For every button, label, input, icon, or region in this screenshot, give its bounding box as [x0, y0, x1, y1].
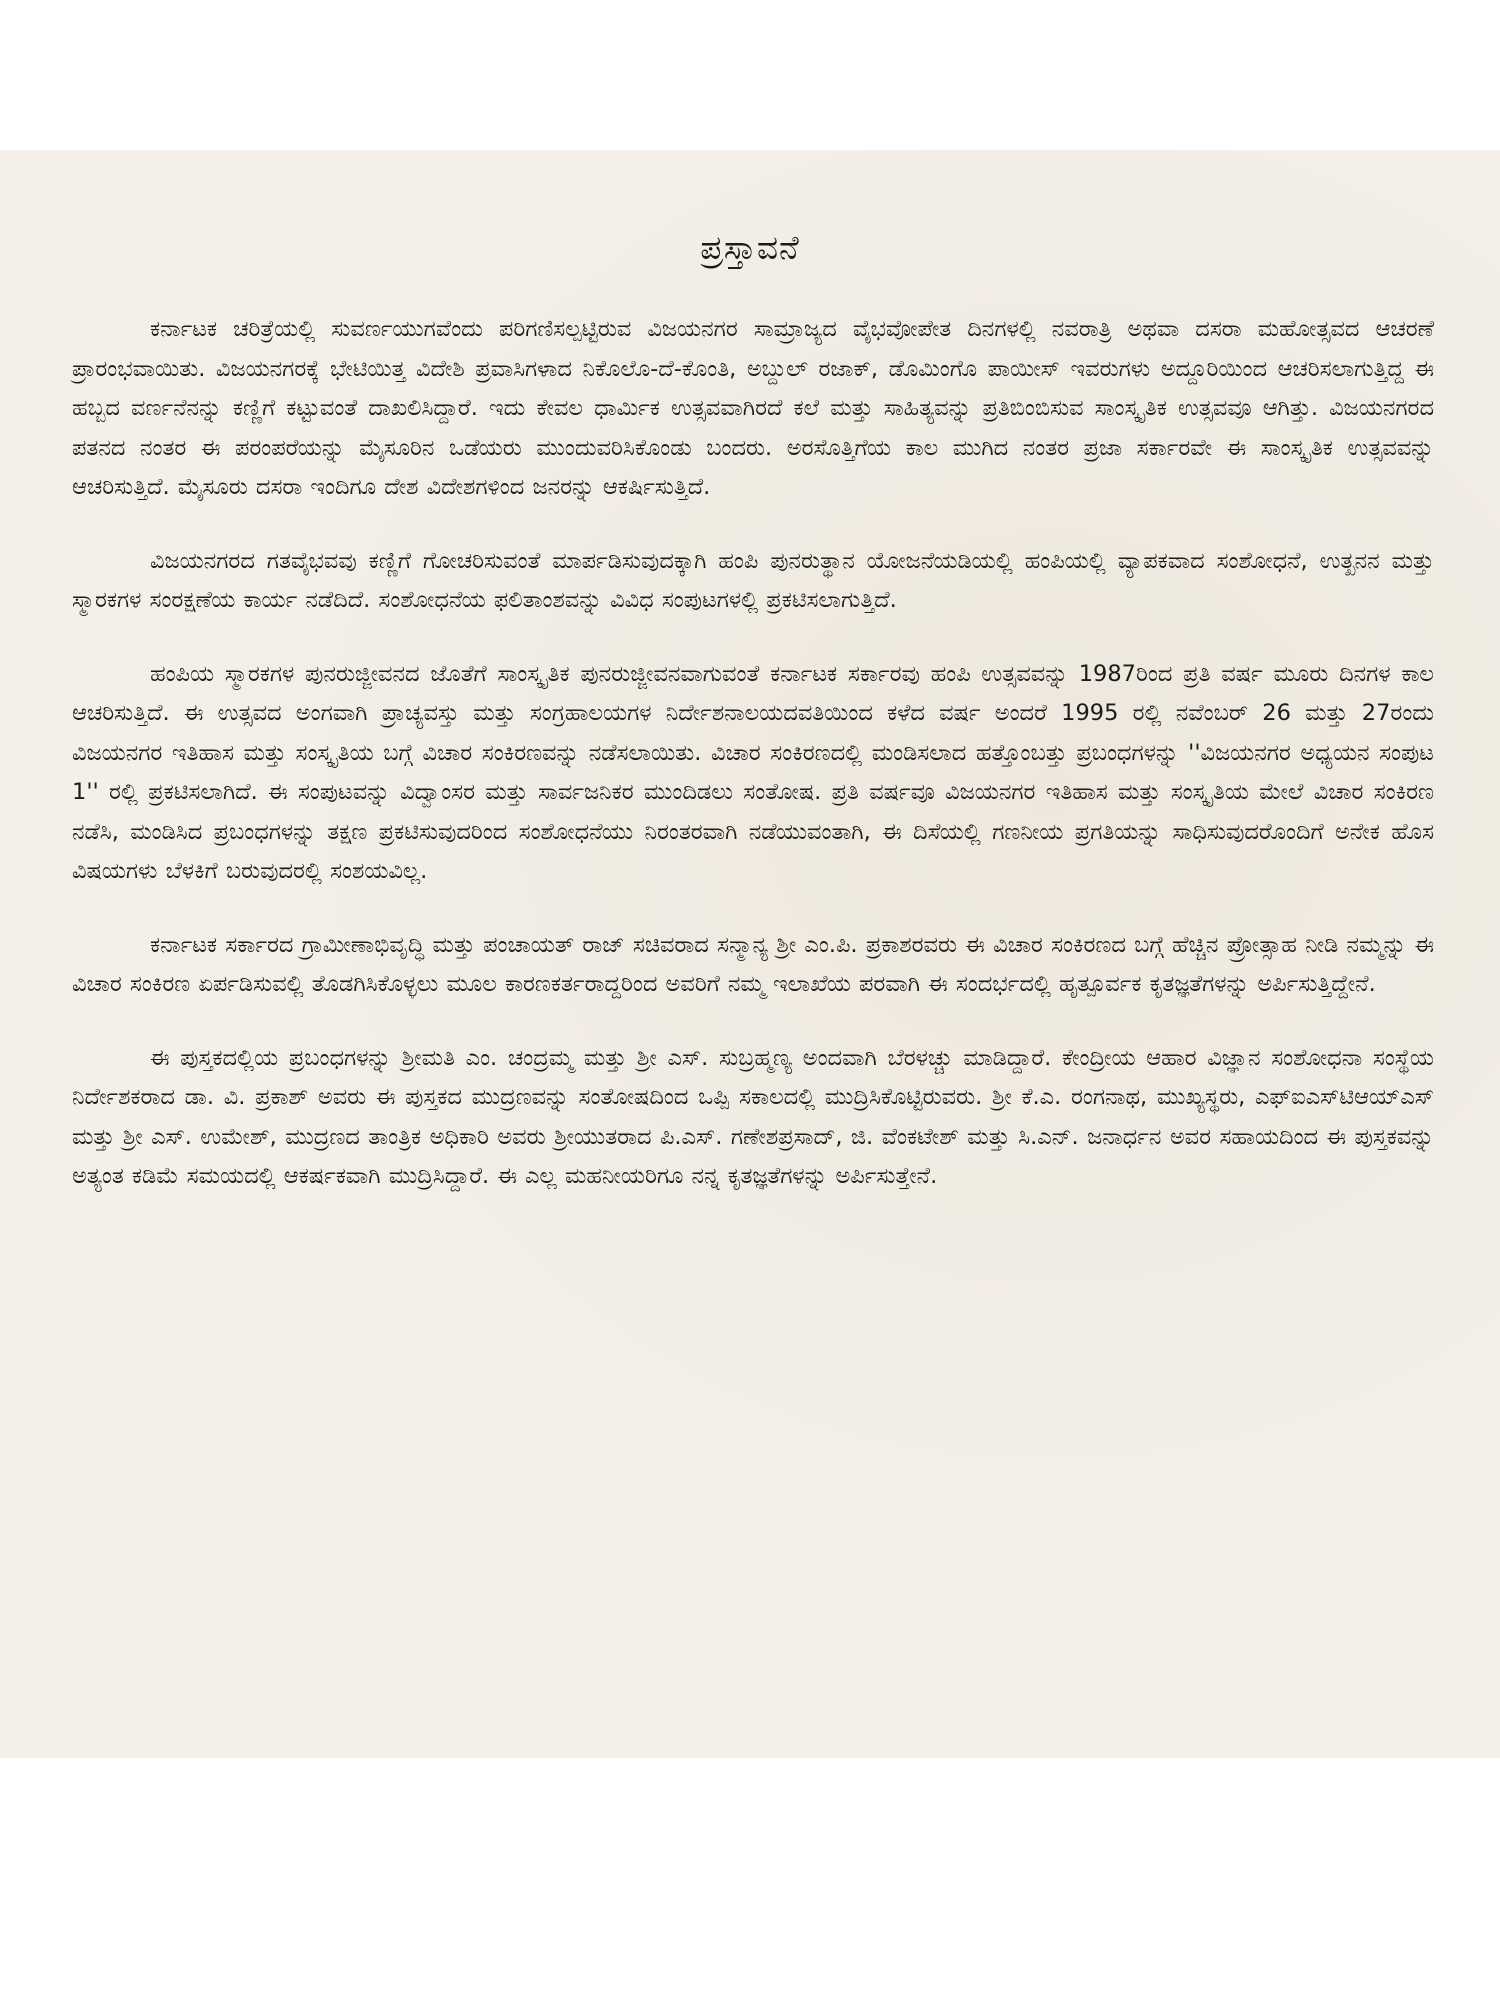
preface-body [72, 310, 1434, 1197]
paragraph-5: ಈ ಪುಸ್ತಕದಲ್ಲಿಯ ಪ್ರಬಂಧಗಳನ್ನು ಶ್ರೀಮತಿ ಎಂ. ಚಂದ್ರಮ್ಮ ಮತ್ತು ಶ್ರೀ ಎಸ್. ಸುಬ್ರಹ್ಮಣ್ಯ ಅಂದವಾಗಿ ಬೆರಳಚ್ಚು ಮಾಡಿದ್ದಾರೆ. ಕೇಂದ್ರೀಯ ಆಹಾರ ವಿಜ್ಞಾನ ಸಂಶೋಧನಾ ಸಂಸ್ಥೆಯ ನಿರ್ದೇಶಕರಾದ ಡಾ. ವಿ. ಪ್ರಕಾಶ್ ಅವರು ಈ ಪುಸ್ತಕದ ಮುದ್ರಣವನ್ನು ಸಂತೋಷದಿಂದ ಒಪ್ಪಿ ಸಕಾಲದಲ್ಲಿ ಮುದ್ರಿಸಿಕೊಟ್ಟಿರುವರು. ಶ್ರೀ ಕೆ.ಎ. ರಂಗನಾಥ, ಮುಖ್ಯಸ್ಥರು, ಎಫ್‌ಐಎಸ್‌ಟಿಆಯ್‌ಎಸ್ ಮತ್ತು ಶ್ರೀ ಎಸ್. ಉಮೇಶ್, ಮುದ್ರಣದ ತಾಂತ್ರಿಕ ಅಧಿಕಾರಿ ಅವರು ಶ್ರೀಯುತರಾದ ಪಿ.ಎಸ್. ಗಣೇಶಪ್ರಸಾದ್, ಜಿ. ವೆಂಕಟೇಶ್ ಮತ್ತು ಸಿ.ಎನ್. ಜನಾರ್ಧನ ಅವರ ಸಹಾಯದಿಂದ ಈ ಪುಸ್ತಕವನ್ನು ಅತ್ಯಂತ ಕಡಿಮೆ ಸಮಯದಲ್ಲಿ ಆಕರ್ಷಕವಾಗಿ ಮುದ್ರಿಸಿದ್ದಾರೆ. ಈ ಎಲ್ಲ ಮಹನೀಯರಿಗೂ ನನ್ನ ಕೃತಜ್ಞತೆಗಳನ್ನು ಅರ್ಪಿಸುತ್ತೇನೆ. [72, 1044, 1434, 1189]
paragraph-3: ಹಂಪಿಯ ಸ್ಮಾರಕಗಳ ಪುನರುಜ್ಜೀವನದ ಜೊತೆಗೆ ಸಾಂಸ್ಕೃತಿಕ ಪುನರುಜ್ಜೀವನವಾಗುವಂತೆ ಕರ್ನಾಟಕ ಸರ್ಕಾರವು ಹಂಪಿ ಉತ್ಸವವನ್ನು 1987ರಿಂದ ಪ್ರತಿ ವರ್ಷ ಮೂರು ದಿನಗಳ ಕಾಲ ಆಚರಿಸುತ್ತಿದೆ. ಈ ಉತ್ಸವದ ಅಂಗವಾಗಿ ಪ್ರಾಚ್ಯವಸ್ತು ಮತ್ತು ಸಂಗ್ರಹಾಲಯಗಳ ನಿರ್ದೇಶನಾಲಯದವತಿಯಿಂದ ಕಳೆದ ವರ್ಷ ಅಂದರೆ 1995 ರಲ್ಲಿ ನವೆಂಬರ್ 26 ಮತ್ತು 27ರಂದು ವಿಜಯನಗರ ಇತಿಹಾಸ ಮತ್ತು ಸಂಸ್ಕೃತಿಯ ಬಗ್ಗೆ ವಿಚಾರ ಸಂಕಿರಣವನ್ನು ನಡೆಸಲಾಯಿತು. ವಿಚಾರ ಸಂಕಿರಣದಲ್ಲಿ ಮಂಡಿಸಲಾದ ಹತ್ತೊಂಬತ್ತು ಪ್ರಬಂಧಗಳನ್ನು ''ವಿಜಯನಗರ ಅಧ್ಯಯನ ಸಂಪುಟ 1'' ರಲ್ಲಿ ಪ್ರಕಟಿಸಲಾಗಿದೆ. ಈ ಸಂಪುಟವನ್ನು ವಿದ್ವಾಂಸರ ಮತ್ತು ಸಾರ್ವಜನಿಕರ ಮುಂದಿಡಲು ಸಂತೋಷ. ಪ್ರತಿ ವರ್ಷವೂ ವಿಜಯನಗರ ಇತಿಹಾಸ ಮತ್ತು ಸಂಸ್ಕೃತಿಯ ಮೇಲೆ ವಿಚಾರ ಸಂಕಿರಣ ನಡೆಸಿ, ಮಂಡಿಸಿದ ಪ್ರಬಂಧಗಳನ್ನು ತಕ್ಷಣ ಪ್ರಕಟಿಸುವುದರಿಂದ ಸಂಶೋಧನೆಯು ನಿರಂತರವಾಗಿ ನಡೆಯುವಂತಾಗಿ, ಈ ದಿಸೆಯಲ್ಲಿ ಗಣನೀಯ ಪ್ರಗತಿಯನ್ನು ಸಾಧಿಸುವುದರೊಂದಿಗೆ ಅನೇಕ ಹೊಸ ವಿಷಯಗಳು ಬೆಳಕಿಗೆ ಬರುವುದರಲ್ಲಿ ಸಂಶಯವಿಲ್ಲ. [72, 660, 1434, 884]
page-title: ಪ್ರಸ್ತಾವನೆ [700, 228, 800, 267]
paragraph-2: ವಿಜಯನಗರದ ಗತವೈಭವವು ಕಣ್ಣಿಗೆ ಗೋಚರಿಸುವಂತೆ ಮಾರ್ಪಡಿಸುವುದಕ್ಕಾಗಿ ಹಂಪಿ ಪುನರುತ್ಥಾನ ಯೋಜನೆಯಡಿಯಲ್ಲಿ ಹಂಪಿಯಲ್ಲಿ ವ್ಯಾಪಕವಾದ ಸಂಶೋಧನೆ, ಉತ್ಖನನ ಮತ್ತು ಸ್ಮಾರಕಗಳ ಸಂರಕ್ಷಣೆಯ ಕಾರ್ಯ ನಡೆದಿದೆ. ಸಂಶೋಧನೆಯ ಫಲಿತಾಂಶವನ್ನು ವಿವಿಧ ಸಂಪುಟಗಳಲ್ಲಿ ಪ್ರಕಟಿಸಲಾಗುತ್ತಿದೆ. [72, 547, 1434, 613]
paragraph-1: ಕರ್ನಾಟಕ ಚರಿತ್ರೆಯಲ್ಲಿ ಸುವರ್ಣಯುಗವೆಂದು ಪರಿಗಣಿಸಲ್ಪಟ್ಟಿರುವ ವಿಜಯನಗರ ಸಾಮ್ರಾಜ್ಯದ ವೈಭವೋಪೇತ ದಿನಗಳಲ್ಲಿ ನವರಾತ್ರಿ ಅಥವಾ ದಸರಾ ಮಹೋತ್ಸವದ ಆಚರಣೆ ಪ್ರಾರಂಭವಾಯಿತು. ವಿಜಯನಗರಕ್ಕೆ ಭೇಟಿಯಿತ್ತ ವಿದೇಶಿ ಪ್ರವಾಸಿಗಳಾದ ನಿಕೊಲೊ-ದೆ-ಕೊಂತಿ, ಅಬ್ದುಲ್ ರಜಾಕ್, ಡೊಮಿಂಗೊ ಪಾಯೀಸ್ ಇವರುಗಳು ಅದ್ದೂರಿಯಿಂದ ಆಚರಿಸಲಾಗುತ್ತಿದ್ದ ಈ ಹಬ್ಬದ ವರ್ಣನೆನನ್ನು ಕಣ್ಣಿಗೆ ಕಟ್ಟುವಂತೆ ದಾಖಲಿಸಿದ್ದಾರೆ. ಇದು ಕೇವಲ ಧಾರ್ಮಿಕ ಉತ್ಸವವಾಗಿರದೆ ಕಲೆ ಮತ್ತು ಸಾಹಿತ್ಯವನ್ನು ಪ್ರತಿಬಿಂಬಿಸುವ ಸಾಂಸ್ಕೃತಿಕ ಉತ್ಸವವೂ ಆಗಿತ್ತು. ವಿಜಯನಗರದ ಪತನದ ನಂತರ ಈ ಪರಂಪರೆಯನ್ನು ಮೈಸೂರಿನ ಒಡೆಯರು ಮುಂದುವರಿಸಿಕೊಂಡು ಬಂದರು. ಅರಸೊತ್ತಿಗೆಯ ಕಾಲ ಮುಗಿದ ನಂತರ ಪ್ರಜಾ ಸರ್ಕಾರವೇ ಈ ಸಾಂಸ್ಕೃತಿಕ ಉತ್ಸವವನ್ನು ಆಚರಿಸುತ್ತಿದೆ. ಮೈಸೂರು ದಸರಾ ಇಂದಿಗೂ ದೇಶ ವಿದೇಶಗಳಿಂದ ಜನರನ್ನು ಆಕರ್ಷಿಸುತ್ತಿದೆ. [72, 316, 1434, 500]
paragraph-4: ಕರ್ನಾಟಕ ಸರ್ಕಾರದ ಗ್ರಾಮೀಣಾಭಿವೃದ್ಧಿ ಮತ್ತು ಪಂಚಾಯತ್ ರಾಜ್ ಸಚಿವರಾದ ಸನ್ಮಾನ್ಯ ಶ್ರೀ ಎಂ.ಪಿ. ಪ್ರಕಾಶರವರು ಈ ವಿಚಾರ ಸಂಕಿರಣದ ಬಗ್ಗೆ ಹೆಚ್ಚಿನ ಪ್ರೋತ್ಸಾಹ ನೀಡಿ ನಮ್ಮನ್ನು ಈ ವಿಚಾರ ಸಂಕಿರಣ ಏರ್ಪಡಿಸುವಲ್ಲಿ ತೊಡಗಿಸಿಕೊಳ್ಳಲು ಮೂಲ ಕಾರಣಕರ್ತರಾದ್ದರಿಂದ ಅವರಿಗೆ ನಮ್ಮ ಇಲಾಖೆಯ ಪರವಾಗಿ ಈ ಸಂದರ್ಭದಲ್ಲಿ ಹೃತ್ಪೂರ್ವಕ ಕೃತಜ್ಞತೆಗಳನ್ನು ಅರ್ಪಿಸುತ್ತಿದ್ದೇನೆ. [72, 931, 1434, 997]
scanned-page [0, 150, 1500, 1758]
